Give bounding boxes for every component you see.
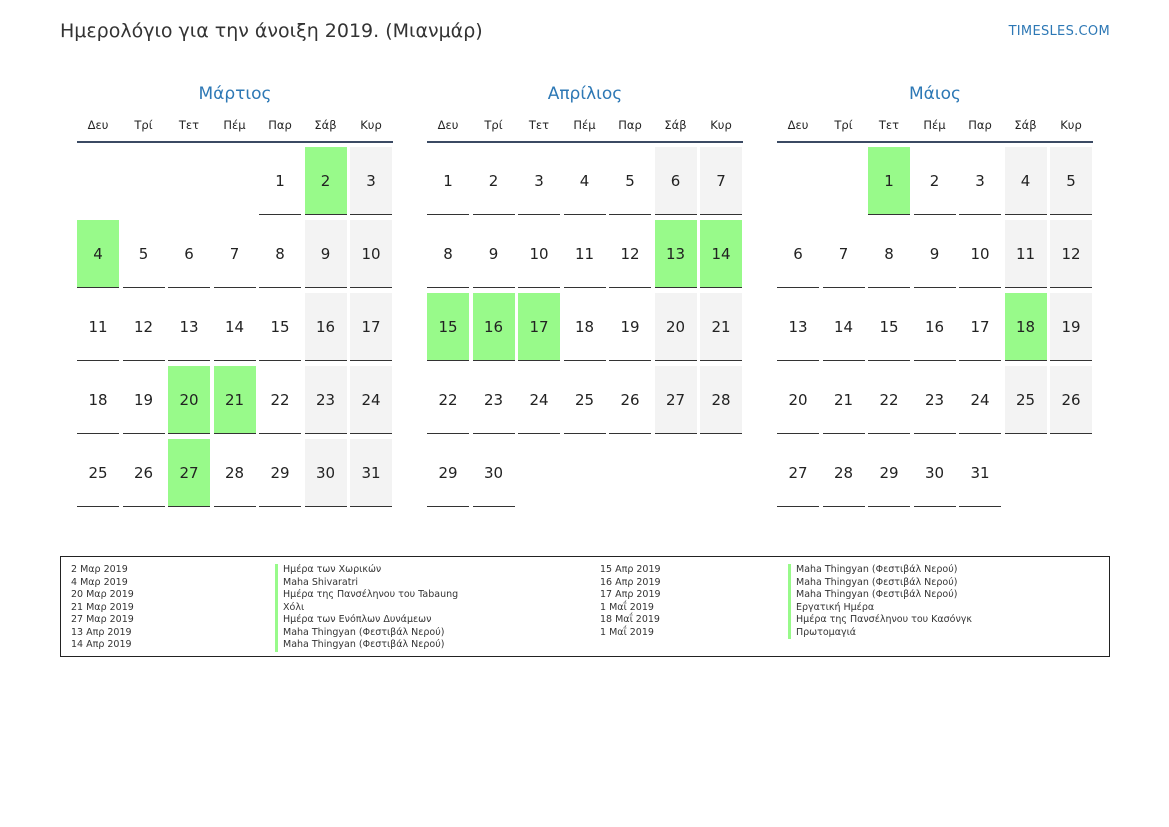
holiday-day: 27 (168, 439, 210, 507)
legend-holiday-name: Maha Thingyan (Φεστιβάλ Νερού) (788, 577, 972, 590)
day-cell: 6 (168, 220, 210, 288)
legend-holiday-name: Maha Thingyan (Φεστιβάλ Νερού) (275, 639, 458, 652)
day-cell: 11 (77, 293, 119, 361)
legend-date: 16 Απρ 2019 (600, 576, 661, 588)
legend-date: 2 Μαρ 2019 (71, 564, 128, 575)
day-cell: 5 (123, 220, 165, 288)
legend-holiday-name: Εργατική Ημέρα (788, 602, 972, 615)
weekday-label: Πέμ (923, 118, 946, 132)
legend-holiday-name: Ημέρα της Πανσέληνου του Κασόνγκ (788, 614, 972, 627)
day-cell: 29 (868, 439, 910, 507)
legend-dates-2 (600, 564, 661, 639)
legend-date: 14 Απρ 2019 (71, 639, 132, 650)
day-grid (777, 147, 1093, 507)
day-cell: 2 (473, 147, 515, 215)
legend-date: 1 Μαΐ 2019 (600, 601, 654, 613)
weekday-header (77, 118, 393, 143)
day-cell: 19 (123, 366, 165, 434)
day-cell: 25 (77, 439, 119, 507)
day-cell: 1 (427, 147, 469, 215)
day-cell: 11 (1005, 220, 1047, 288)
day-cell: 15 (868, 293, 910, 361)
day-cell: 19 (609, 293, 651, 361)
day-cell: 1 (259, 147, 301, 215)
empty-day (123, 147, 165, 215)
day-cell: 15 (259, 293, 301, 361)
legend-holiday-name: Χόλι (275, 602, 458, 615)
day-cell: 12 (123, 293, 165, 361)
day-cell: 14 (214, 293, 256, 361)
day-cell: 30 (305, 439, 347, 507)
day-cell: 31 (959, 439, 1001, 507)
holiday-day: 21 (214, 366, 256, 434)
day-cell: 22 (427, 366, 469, 434)
day-cell: 9 (473, 220, 515, 288)
holiday-day: 4 (77, 220, 119, 288)
day-cell: 17 (350, 293, 392, 361)
holiday-day: 2 (305, 147, 347, 215)
weekday-label: Παρ (968, 118, 992, 132)
holiday-legend (60, 556, 1110, 657)
month-april (427, 84, 743, 507)
day-cell: 7 (823, 220, 865, 288)
weekday-label: Δευ (87, 118, 109, 132)
day-cell: 2 (914, 147, 956, 215)
month-may (777, 84, 1093, 507)
empty-day (214, 147, 256, 215)
day-grid (427, 147, 743, 507)
legend-names-2 (788, 564, 972, 639)
holiday-day: 18 (1005, 293, 1047, 361)
day-cell: 25 (1005, 366, 1047, 434)
legend-date: 27 Μαρ 2019 (71, 614, 134, 625)
weekday-label: Τετ (528, 118, 550, 132)
day-cell: 30 (914, 439, 956, 507)
day-cell: 4 (564, 147, 606, 215)
day-cell: 27 (655, 366, 697, 434)
day-cell: 17 (959, 293, 1001, 361)
weekday-label: Τρί (484, 118, 503, 132)
weekday-header (777, 118, 1093, 143)
day-cell: 16 (914, 293, 956, 361)
day-cell: 5 (609, 147, 651, 215)
weekday-label: Σάβ (314, 118, 337, 132)
day-cell: 3 (959, 147, 1001, 215)
legend-holiday-name: Ημέρα των Ενόπλων Δυνάμεων (275, 614, 458, 627)
day-cell: 12 (1050, 220, 1092, 288)
legend-names-1 (275, 564, 458, 652)
day-cell: 28 (823, 439, 865, 507)
legend-holiday-name: Maha Thingyan (Φεστιβάλ Νερού) (788, 564, 972, 577)
holiday-day: 16 (473, 293, 515, 361)
legend-date: 15 Απρ 2019 (600, 564, 661, 575)
legend-date: 4 Μαρ 2019 (71, 576, 128, 588)
weekday-label: Τετ (878, 118, 900, 132)
empty-day (777, 147, 819, 215)
legend-holiday-name: Maha Thingyan (Φεστιβάλ Νερού) (275, 627, 458, 640)
holiday-day: 17 (518, 293, 560, 361)
day-cell: 24 (518, 366, 560, 434)
day-cell: 23 (914, 366, 956, 434)
weekday-label: Πέμ (223, 118, 246, 132)
day-cell: 25 (564, 366, 606, 434)
day-cell: 10 (959, 220, 1001, 288)
day-cell: 23 (305, 366, 347, 434)
legend-dates-1 (71, 564, 134, 652)
day-cell: 29 (427, 439, 469, 507)
page-title: Ημερολόγιο για την άνοιξη 2019. (Μιανμάρ) (60, 20, 483, 42)
legend-date: 21 Μαρ 2019 (71, 601, 134, 613)
day-cell: 8 (868, 220, 910, 288)
weekday-label: Κυρ (360, 118, 382, 132)
weekday-label: Δευ (437, 118, 459, 132)
day-cell: 20 (655, 293, 697, 361)
day-cell: 5 (1050, 147, 1092, 215)
weekday-label: Τρί (834, 118, 853, 132)
day-grid (77, 147, 393, 507)
day-cell: 10 (518, 220, 560, 288)
day-cell: 21 (700, 293, 742, 361)
legend-holiday-name: Ημέρα των Χωρικών (275, 564, 458, 577)
legend-holiday-name: Πρωτομαγιά (788, 627, 972, 640)
day-cell: 3 (518, 147, 560, 215)
month-title: Μάρτιος (198, 84, 272, 104)
weekday-label: Κυρ (710, 118, 732, 132)
day-cell: 20 (777, 366, 819, 434)
legend-date: 20 Μαρ 2019 (71, 589, 134, 600)
day-cell: 31 (350, 439, 392, 507)
day-cell: 27 (777, 439, 819, 507)
empty-day (77, 147, 119, 215)
day-cell: 6 (655, 147, 697, 215)
day-cell: 18 (77, 366, 119, 434)
day-cell: 30 (473, 439, 515, 507)
weekday-label: Κυρ (1060, 118, 1082, 132)
weekday-label: Παρ (618, 118, 642, 132)
legend-date: 17 Απρ 2019 (600, 589, 661, 600)
day-cell: 28 (214, 439, 256, 507)
day-cell: 22 (868, 366, 910, 434)
day-cell: 21 (823, 366, 865, 434)
day-cell: 8 (427, 220, 469, 288)
weekday-label: Πέμ (573, 118, 596, 132)
day-cell: 19 (1050, 293, 1092, 361)
weekday-label: Παρ (268, 118, 292, 132)
day-cell: 26 (1050, 366, 1092, 434)
day-cell: 9 (305, 220, 347, 288)
legend-holiday-name: Ημέρα της Πανσέληνου του Tabaung (275, 589, 458, 602)
holiday-day: 20 (168, 366, 210, 434)
weekday-label: Τρί (134, 118, 153, 132)
holiday-day: 1 (868, 147, 910, 215)
day-cell: 29 (259, 439, 301, 507)
holiday-day: 15 (427, 293, 469, 361)
legend-date: 13 Απρ 2019 (71, 626, 132, 638)
day-cell: 7 (700, 147, 742, 215)
empty-day (823, 147, 865, 215)
month-title: Απρίλιος (547, 84, 623, 104)
day-cell: 26 (123, 439, 165, 507)
day-cell: 8 (259, 220, 301, 288)
legend-holiday-name: Maha Shivaratri (275, 577, 458, 590)
weekday-header (427, 118, 743, 143)
day-cell: 24 (959, 366, 1001, 434)
day-cell: 11 (564, 220, 606, 288)
day-cell: 12 (609, 220, 651, 288)
day-cell: 23 (473, 366, 515, 434)
day-cell: 6 (777, 220, 819, 288)
holiday-day: 13 (655, 220, 697, 288)
brand-link[interactable]: TIMESLES.COM (1008, 24, 1110, 39)
day-cell: 18 (564, 293, 606, 361)
day-cell: 16 (305, 293, 347, 361)
day-cell: 28 (700, 366, 742, 434)
legend-date: 18 Μαΐ 2019 (600, 614, 660, 625)
month-title: Μάιος (908, 84, 961, 104)
weekday-label: Τετ (178, 118, 200, 132)
empty-day (168, 147, 210, 215)
day-cell: 3 (350, 147, 392, 215)
day-cell: 14 (823, 293, 865, 361)
weekday-label: Σάβ (664, 118, 687, 132)
day-cell: 9 (914, 220, 956, 288)
legend-date: 1 Μαΐ 2019 (600, 626, 654, 638)
day-cell: 4 (1005, 147, 1047, 215)
day-cell: 26 (609, 366, 651, 434)
day-cell: 22 (259, 366, 301, 434)
weekday-label: Σάβ (1014, 118, 1037, 132)
holiday-day: 14 (700, 220, 742, 288)
weekday-label: Δευ (787, 118, 809, 132)
day-cell: 24 (350, 366, 392, 434)
month-march (77, 84, 393, 507)
day-cell: 13 (777, 293, 819, 361)
day-cell: 13 (168, 293, 210, 361)
legend-holiday-name: Maha Thingyan (Φεστιβάλ Νερού) (788, 589, 972, 602)
day-cell: 10 (350, 220, 392, 288)
day-cell: 7 (214, 220, 256, 288)
